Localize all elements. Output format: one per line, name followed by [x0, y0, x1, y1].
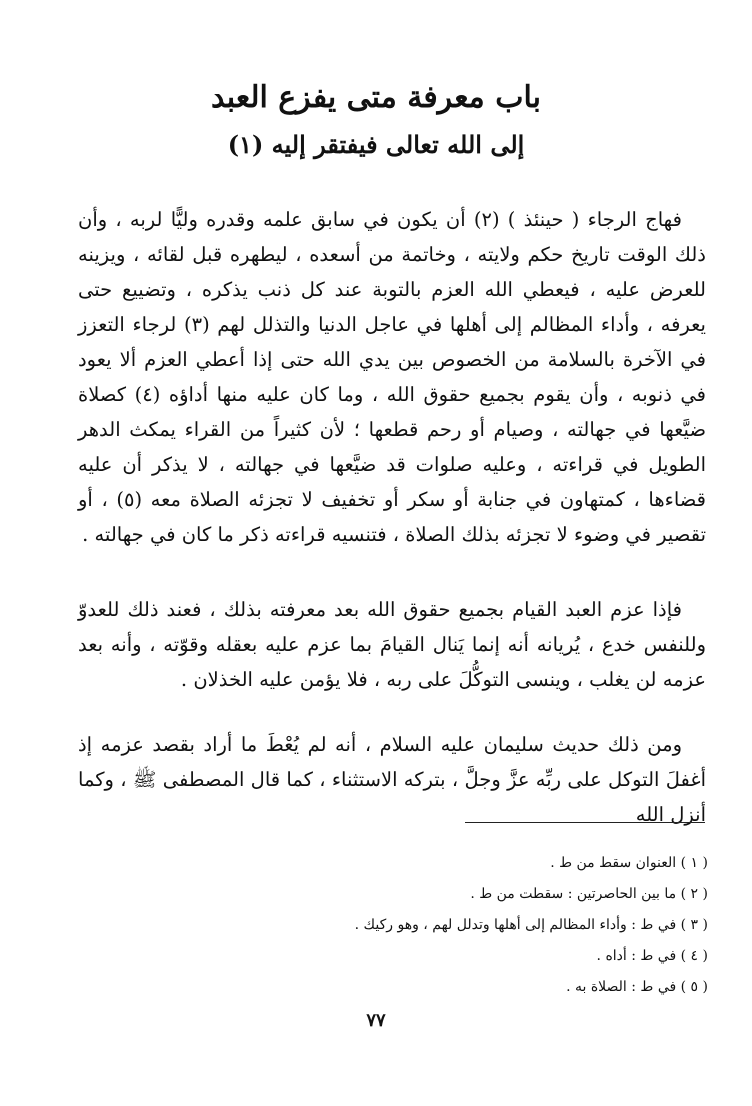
chapter-title: باب معرفة متى يفزع العبد — [211, 80, 541, 115]
footnote-3: ( ٣ ) في ط : وأداء المظالم إلى أهلها وتدلل لهم ، وهو ركيك . — [354, 917, 708, 933]
body-paragraph-2 — [78, 592, 706, 697]
footnote-1: ( ١ ) العنوان سقط من ط . — [550, 855, 708, 871]
paragraph-text: ومن ذلك حديث سليمان عليه السلام ، أنه لم يُعْطَ ما أراد بقصد عزمه إذ أغفلَ التوكل على ربِّه عزَّ وجلَّ ، بتركه الاستثناء ، كما قال المصطفى ﷺ ، وكما أنزل الله — [78, 733, 706, 826]
paragraph-text: فهاج الرجاء ( حينئذ ) (٢) أن يكون في سابق علمه وقدره وليًّا لربه ، وأن ذلك الوقت تاريخ حكم ولايته ، وخاتمة من أسعده ، ليطهره قبل لقائه ، ويزينه للعرض عليه ، فيعطي الله العزم بالتوبة عند كل ذنب يذكره ، وتضييع حتى يعرفه ، وأداء المظالم إلى أهلها في عاجل الدنيا والتذلل لهم (٣) لرجاء التعزز في الآخرة بالسلامة من الخصوص بين يدي الله حتى إذا أعطي العزم ألا يعود في ذنوبه ، وأن يقوم بجميع حقوق الله ، وما كان عليه منها أداؤه (٤) كصلاة ضيَّعها في جهالته ، وصيام أو رحم قطعها ؛ لأن كثيراً من القراء يمكث الدهر الطويل في قراءته ، وعليه صلوات قد ضيَّعها في جهالته ، لا يذكر أن عليه قضاءها ، كمتهاون في جنابة أو سكر أو تخفيف لا تجزئه الصلاة معه (٥) ، أو تقصير في وضوء لا تجزئه بذلك الصلاة ، فتنسيه قراءته ذكر ما كان في جهالته . — [78, 208, 707, 546]
body-paragraph-3 — [78, 727, 706, 832]
footnote-divider — [465, 822, 705, 823]
page-number: ٧٧ — [366, 1010, 386, 1031]
footnote-2: ( ٢ ) ما بين الحاصرتين : سقطت من ط . — [470, 886, 708, 902]
footnotes — [78, 848, 708, 1003]
footnote-4: ( ٤ ) في ط : أداه . — [596, 948, 708, 964]
footnote-5: ( ٥ ) في ط : الصلاة به . — [566, 979, 708, 995]
chapter-subtitle: إلى الله تعالى فيفتقر إليه (١) — [227, 130, 525, 159]
paragraph-text: فإذا عزم العبد القيام بجميع حقوق الله بعد معرفته بذلك ، فعند ذلك للعدوّ وللنفس خدع ، يُريانه أنه إنما يَنال القيامَ بما عزم عليه بعقله وقوّته ، وأنه بعد عزمه لن يغلب ، وينسى التوكُّلَ على ربه ، فلا يؤمن عليه الخذلان . — [78, 598, 706, 691]
body-paragraph-1 — [78, 202, 706, 552]
